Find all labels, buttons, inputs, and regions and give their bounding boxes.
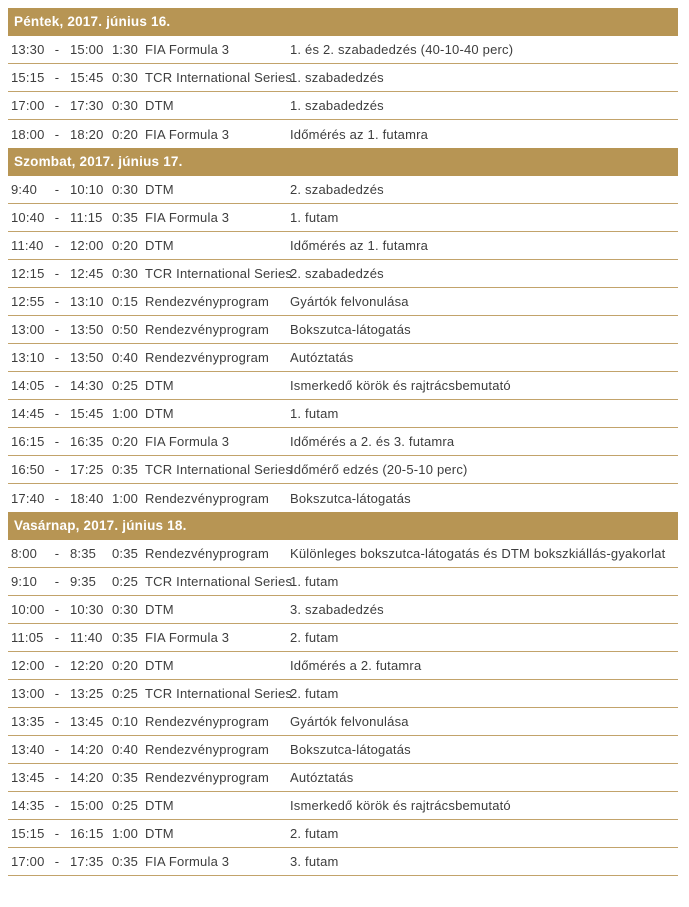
session-description: 2. futam: [290, 686, 339, 701]
time-separator-dash: -: [54, 350, 60, 365]
duration: 0:30: [112, 602, 139, 617]
session-description: Gyártók felvonulása: [290, 294, 409, 309]
session-description: Időmérő edzés (20-5-10 perc): [290, 462, 468, 477]
time-separator-dash: -: [54, 70, 60, 85]
duration: 0:35: [112, 546, 139, 561]
session-description: 3. futam: [290, 854, 339, 869]
series-name: TCR International Series: [145, 462, 293, 477]
schedule-row: [8, 456, 678, 484]
end-time: 13:25: [70, 686, 104, 701]
duration: 0:35: [112, 210, 139, 225]
day-header: [8, 8, 678, 36]
end-time: 12:00: [70, 238, 104, 253]
duration: 0:30: [112, 266, 139, 281]
schedule-row: [8, 260, 678, 288]
end-time: 15:00: [70, 798, 104, 813]
end-time: 8:35: [70, 546, 97, 561]
series-name: FIA Formula 3: [145, 630, 230, 645]
series-name: TCR International Series: [145, 266, 293, 281]
session-description: 1. futam: [290, 574, 339, 589]
event-schedule-table: [8, 8, 678, 876]
series-name: Rendezvényprogram: [145, 714, 270, 729]
series-name: DTM: [145, 658, 174, 673]
start-time: 15:15: [11, 826, 45, 841]
start-time: 9:40: [11, 182, 38, 197]
duration: 0:35: [112, 462, 139, 477]
duration: 0:25: [112, 378, 139, 393]
time-separator-dash: -: [54, 462, 60, 477]
session-description: Ismerkedő körök és rajtrácsbemutató: [290, 798, 511, 813]
time-separator-dash: -: [54, 630, 60, 645]
end-time: 10:10: [70, 182, 104, 197]
series-name: Rendezvényprogram: [145, 294, 270, 309]
schedule-row: [8, 736, 678, 764]
end-time: 16:15: [70, 826, 104, 841]
duration: 1:00: [112, 490, 139, 506]
time-separator-dash: -: [54, 182, 60, 197]
session-description: 2. szabadedzés: [290, 182, 384, 197]
series-name: FIA Formula 3: [145, 126, 230, 142]
duration: 0:20: [112, 238, 139, 253]
end-time: 10:30: [70, 602, 104, 617]
series-name: DTM: [145, 378, 174, 393]
schedule-row: [8, 316, 678, 344]
end-time: 13:50: [70, 350, 104, 365]
start-time: 13:35: [11, 714, 45, 729]
session-description: 1. futam: [290, 406, 339, 421]
series-name: FIA Formula 3: [145, 854, 230, 869]
duration: 0:15: [112, 294, 139, 309]
day-title: Szombat, 2017. június 17.: [14, 154, 183, 169]
session-description: 2. szabadedzés: [290, 266, 384, 281]
start-time: 17:40: [11, 490, 45, 506]
duration: 1:30: [112, 42, 139, 57]
series-name: DTM: [145, 602, 174, 617]
series-name: FIA Formula 3: [145, 434, 230, 449]
end-time: 14:20: [70, 770, 104, 785]
end-time: 12:20: [70, 658, 104, 673]
duration: 0:40: [112, 742, 139, 757]
series-name: DTM: [145, 238, 174, 253]
duration: 0:20: [112, 658, 139, 673]
time-separator-dash: -: [54, 42, 60, 57]
schedule-row: [8, 596, 678, 624]
start-time: 10:40: [11, 210, 45, 225]
schedule-row: [8, 428, 678, 456]
start-time: 12:55: [11, 294, 45, 309]
time-separator-dash: -: [54, 826, 60, 841]
session-description: 1. futam: [290, 210, 339, 225]
session-description: Időmérés a 2. és 3. futamra: [290, 434, 455, 449]
schedule-row: [8, 120, 678, 148]
schedule-row: [8, 232, 678, 260]
time-separator-dash: -: [54, 714, 60, 729]
series-name: Rendezvényprogram: [145, 490, 270, 506]
session-description: 3. szabadedzés: [290, 602, 384, 617]
series-name: Rendezvényprogram: [145, 350, 270, 365]
schedule-row: [8, 176, 678, 204]
series-name: TCR International Series: [145, 70, 293, 85]
session-description: Ismerkedő körök és rajtrácsbemutató: [290, 378, 511, 393]
schedule-row: [8, 568, 678, 596]
start-time: 16:50: [11, 462, 45, 477]
day-header: [8, 512, 678, 540]
duration: 0:20: [112, 434, 139, 449]
series-name: DTM: [145, 182, 174, 197]
duration: 0:40: [112, 350, 139, 365]
start-time: 13:45: [11, 770, 45, 785]
schedule-row: [8, 652, 678, 680]
session-description: Gyártók felvonulása: [290, 714, 409, 729]
end-time: 9:35: [70, 574, 97, 589]
session-description: 2. futam: [290, 630, 339, 645]
time-separator-dash: -: [54, 210, 60, 225]
start-time: 15:15: [11, 70, 45, 85]
series-name: TCR International Series: [145, 574, 293, 589]
time-separator-dash: -: [54, 490, 60, 506]
schedule-row: [8, 484, 678, 512]
start-time: 13:30: [11, 42, 45, 57]
end-time: 14:20: [70, 742, 104, 757]
duration: 0:10: [112, 714, 139, 729]
start-time: 14:05: [11, 378, 45, 393]
time-separator-dash: -: [54, 798, 60, 813]
end-time: 17:35: [70, 854, 104, 869]
session-description: 1. és 2. szabadedzés (40-10-40 perc): [290, 42, 514, 57]
time-separator-dash: -: [54, 574, 60, 589]
end-time: 13:50: [70, 322, 104, 337]
session-description: Autóztatás: [290, 350, 354, 365]
time-separator-dash: -: [54, 406, 60, 421]
session-description: Bokszutca-látogatás: [290, 742, 411, 757]
schedule-row: [8, 400, 678, 428]
duration: 0:35: [112, 770, 139, 785]
duration: 0:30: [112, 98, 139, 113]
series-name: Rendezvényprogram: [145, 770, 270, 785]
series-name: TCR International Series: [145, 686, 293, 701]
schedule-row: [8, 624, 678, 652]
time-separator-dash: -: [54, 658, 60, 673]
schedule-row: [8, 848, 678, 876]
schedule-row: [8, 288, 678, 316]
time-separator-dash: -: [54, 770, 60, 785]
start-time: 9:10: [11, 574, 38, 589]
start-time: 17:00: [11, 98, 45, 113]
start-time: 14:45: [11, 406, 45, 421]
time-separator-dash: -: [54, 602, 60, 617]
session-description: 2. futam: [290, 826, 339, 841]
end-time: 12:45: [70, 266, 104, 281]
end-time: 11:15: [70, 210, 103, 225]
session-description: Bokszutca-látogatás: [290, 322, 411, 337]
start-time: 17:00: [11, 854, 45, 869]
start-time: 12:00: [11, 658, 45, 673]
series-name: Rendezvényprogram: [145, 322, 270, 337]
day-header: [8, 148, 678, 176]
duration: 0:25: [112, 686, 139, 701]
day-rows: [8, 176, 678, 512]
duration: 1:00: [112, 406, 139, 421]
duration: 0:30: [112, 70, 139, 85]
time-separator-dash: -: [54, 378, 60, 393]
series-name: Rendezvényprogram: [145, 742, 270, 757]
end-time: 15:45: [70, 406, 104, 421]
duration: 0:25: [112, 798, 139, 813]
day-title: Vasárnap, 2017. június 18.: [14, 518, 187, 533]
duration: 0:50: [112, 322, 139, 337]
end-time: 13:10: [70, 294, 104, 309]
series-name: DTM: [145, 798, 174, 813]
start-time: 13:00: [11, 686, 45, 701]
schedule-row: [8, 36, 678, 64]
time-separator-dash: -: [54, 854, 60, 869]
day-title: Péntek, 2017. június 16.: [14, 14, 171, 29]
session-description: Autóztatás: [290, 770, 354, 785]
start-time: 10:00: [11, 602, 45, 617]
duration: 1:00: [112, 826, 139, 841]
schedule-row: [8, 792, 678, 820]
duration: 0:35: [112, 854, 139, 869]
end-time: 11:40: [70, 630, 103, 645]
time-separator-dash: -: [54, 686, 60, 701]
schedule-row: [8, 372, 678, 400]
series-name: FIA Formula 3: [145, 42, 230, 57]
session-description: Időmérés az 1. futamra: [290, 126, 429, 142]
duration: 0:25: [112, 574, 139, 589]
time-separator-dash: -: [54, 434, 60, 449]
start-time: 13:10: [11, 350, 45, 365]
session-description: 1. szabadedzés: [290, 98, 384, 113]
end-time: 18:40: [70, 490, 104, 506]
schedule-row: [8, 708, 678, 736]
end-time: 18:20: [70, 126, 104, 142]
start-time: 13:40: [11, 742, 45, 757]
series-name: DTM: [145, 98, 174, 113]
session-description: Időmérés a 2. futamra: [290, 658, 422, 673]
end-time: 17:25: [70, 462, 104, 477]
day-section: [8, 8, 678, 148]
day-section: [8, 512, 678, 876]
series-name: FIA Formula 3: [145, 210, 230, 225]
schedule-row: [8, 204, 678, 232]
schedule-row: [8, 820, 678, 848]
session-description: 1. szabadedzés: [290, 70, 384, 85]
series-name: DTM: [145, 826, 174, 841]
time-separator-dash: -: [54, 98, 60, 113]
end-time: 14:30: [70, 378, 104, 393]
time-separator-dash: -: [54, 546, 60, 561]
start-time: 14:35: [11, 798, 45, 813]
end-time: 17:30: [70, 98, 104, 113]
schedule-row: [8, 64, 678, 92]
time-separator-dash: -: [54, 294, 60, 309]
start-time: 13:00: [11, 322, 45, 337]
time-separator-dash: -: [54, 126, 60, 142]
start-time: 18:00: [11, 126, 45, 142]
duration: 0:35: [112, 630, 139, 645]
end-time: 16:35: [70, 434, 104, 449]
session-description: Bokszutca-látogatás: [290, 490, 411, 506]
session-description: Különleges bokszutca-látogatás és DTM bokszkiállás-gyakorlat: [290, 546, 666, 561]
day-rows: [8, 36, 678, 148]
start-time: 12:15: [11, 266, 45, 281]
schedule-row: [8, 680, 678, 708]
schedule-row: [8, 540, 678, 568]
time-separator-dash: -: [54, 322, 60, 337]
start-time: 11:05: [11, 630, 44, 645]
day-section: [8, 148, 678, 512]
time-separator-dash: -: [54, 266, 60, 281]
end-time: 15:45: [70, 70, 104, 85]
end-time: 15:00: [70, 42, 104, 57]
end-time: 13:45: [70, 714, 104, 729]
start-time: 8:00: [11, 546, 38, 561]
duration: 0:20: [112, 126, 139, 142]
duration: 0:30: [112, 182, 139, 197]
schedule-row: [8, 92, 678, 120]
start-time: 16:15: [11, 434, 45, 449]
start-time: 11:40: [11, 238, 44, 253]
series-name: Rendezvényprogram: [145, 546, 270, 561]
session-description: Időmérés az 1. futamra: [290, 238, 429, 253]
schedule-row: [8, 344, 678, 372]
series-name: DTM: [145, 406, 174, 421]
time-separator-dash: -: [54, 742, 60, 757]
day-rows: [8, 540, 678, 876]
time-separator-dash: -: [54, 238, 60, 253]
schedule-row: [8, 764, 678, 792]
